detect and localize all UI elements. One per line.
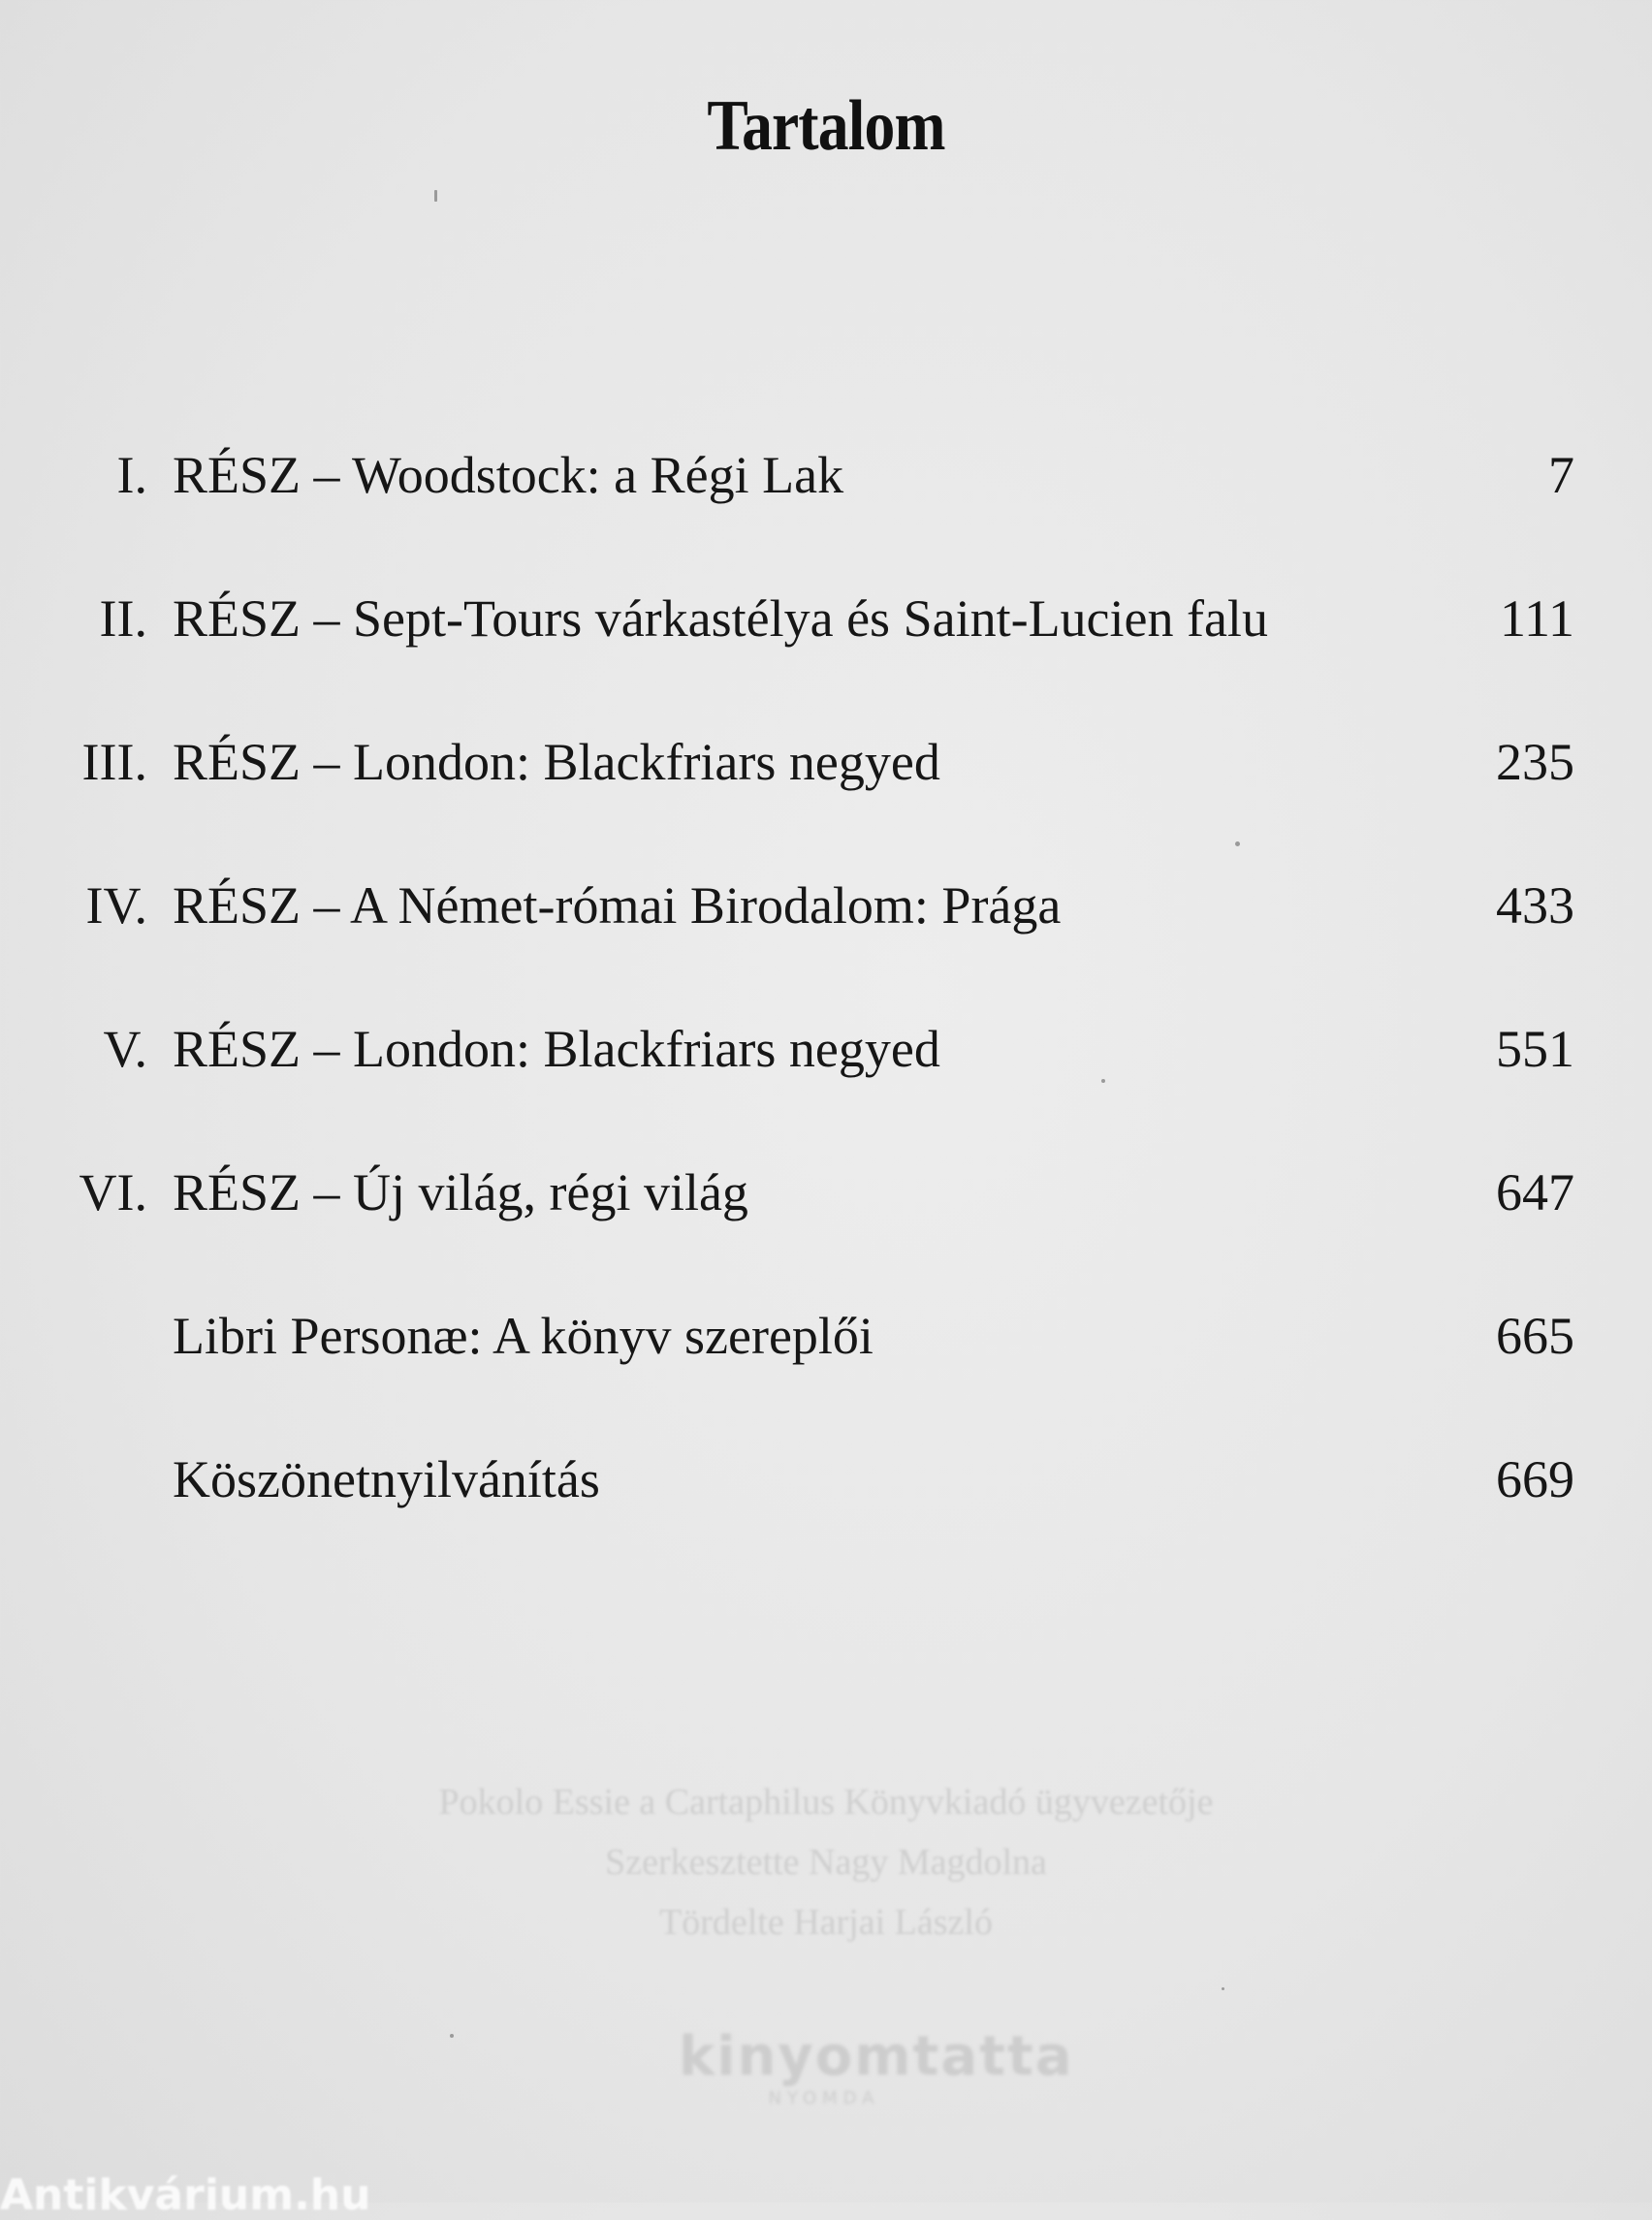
toc-entry <box>0 1010 1652 1088</box>
toc-entry-number: V. <box>103 1020 147 1078</box>
toc-entry-number: III. <box>81 733 147 791</box>
toc-entry-title: Köszönetnyilvánítás <box>173 1450 600 1508</box>
toc-entry-number: VI. <box>79 1163 147 1221</box>
toc-entry <box>0 1441 1652 1518</box>
toc-entry <box>0 1297 1652 1375</box>
watermark: Antikvárium.hu <box>0 2171 371 2220</box>
publisher-logo <box>679 2025 1074 2142</box>
imprint-line: Pokolo Essie a Cartaphilus Könyvkiadó ügyvezetője <box>438 1782 1214 1823</box>
toc-entry-page: 669 <box>1496 1450 1574 1508</box>
toc-entry-page: 7 <box>1548 446 1574 504</box>
toc-entry-title: RÉSZ – London: Blackfriars negyed <box>173 1020 940 1078</box>
paper-fleck <box>1222 1987 1224 1990</box>
toc-entry <box>0 1154 1652 1231</box>
toc-entry-title: RÉSZ – A Német-római Birodalom: Prága <box>173 876 1062 935</box>
toc-entry-page: 433 <box>1496 876 1574 935</box>
toc-entry <box>0 867 1652 944</box>
paper-fleck <box>1235 841 1240 846</box>
imprint-line: Szerkesztette Nagy Magdolna <box>605 1842 1047 1883</box>
toc-entry-title: Libri Personæ: A könyv szereplői <box>173 1307 874 1365</box>
toc-entry-title: RÉSZ – Sept-Tours várkastélya és Saint-Lucien falu <box>173 589 1268 648</box>
toc-entry-page: 551 <box>1496 1020 1574 1078</box>
toc-entry-page: 647 <box>1496 1163 1574 1221</box>
toc-entry-number: I. <box>116 446 147 504</box>
toc-entry-number: II. <box>99 589 147 648</box>
publisher-logo-tagline: NYOMDA <box>768 2088 880 2109</box>
paper-fleck <box>450 2034 454 2038</box>
toc-entry <box>0 723 1652 801</box>
toc-entry-page: 111 <box>1500 589 1574 648</box>
toc-entry <box>0 436 1652 514</box>
paper-fleck <box>434 190 437 202</box>
toc-entry-page: 235 <box>1496 733 1574 791</box>
toc-entry-number: IV. <box>85 876 147 935</box>
toc-entry-title: RÉSZ – Új világ, régi világ <box>173 1163 748 1221</box>
imprint-line: Tördelte Harjai László <box>659 1902 993 1943</box>
toc-entry-page: 665 <box>1496 1307 1574 1365</box>
paper-fleck <box>1101 1079 1105 1083</box>
publisher-logo-name: kinyomtatta <box>679 2025 1074 2088</box>
toc-entry <box>0 580 1652 657</box>
toc-entry-title: RÉSZ – Woodstock: a Régi Lak <box>173 446 844 504</box>
imprint-block <box>0 1772 1652 1952</box>
toc-entry-title: RÉSZ – London: Blackfriars negyed <box>173 733 940 791</box>
page-title: Tartalom <box>707 86 945 166</box>
